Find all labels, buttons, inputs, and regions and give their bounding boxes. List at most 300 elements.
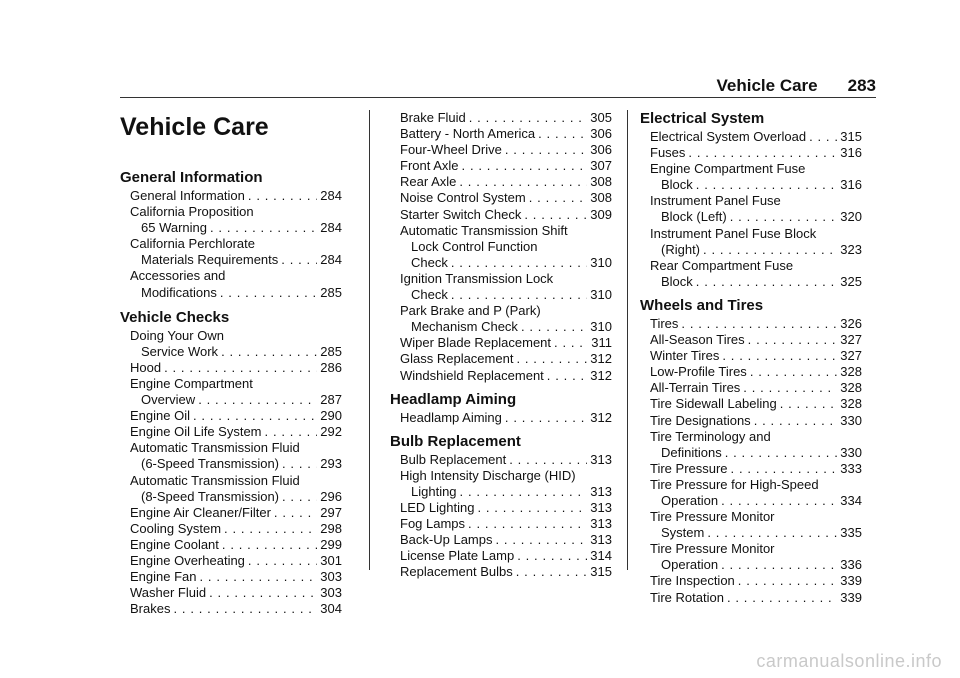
toc-entry-title: Hood (130, 359, 162, 375)
toc-entry-title: 65 Warning (141, 220, 207, 236)
toc-entry-title: Noise Control System (400, 190, 526, 206)
toc-page-number: 309 (590, 206, 612, 222)
running-header-page-number: 283 (847, 76, 876, 95)
toc-page-number: 303 (320, 569, 342, 585)
column-divider (627, 110, 628, 570)
toc-page-number: 287 (320, 392, 342, 408)
chapter-title: Vehicle Care (120, 113, 269, 141)
toc-page-number: 284 (320, 188, 342, 203)
toc-entry-title: LED Lighting (400, 499, 475, 515)
toc-entry[interactable] (640, 396, 862, 412)
toc-entry-title: Washer Fluid (130, 585, 207, 601)
toc-entry-title: Accessories and (130, 268, 226, 284)
toc-entry[interactable] (640, 348, 862, 364)
toc-entry[interactable] (390, 368, 612, 384)
toc-page-number: 308 (590, 190, 612, 206)
toc-page-number: 330 (840, 444, 862, 460)
toc-entry-title: Mechanism Check (411, 319, 518, 335)
column-divider (369, 110, 370, 570)
toc-entry-line (650, 274, 862, 290)
toc-entry-line (130, 285, 342, 301)
toc-entry[interactable] (390, 564, 612, 580)
toc-page-number: 313 (590, 499, 612, 515)
toc-entry-title: Engine Oil Life System (130, 424, 262, 440)
toc-entry-line (130, 376, 342, 392)
toc-entry-line (130, 204, 342, 220)
toc-entry[interactable] (390, 468, 612, 500)
toc-entry-title: License Plate Lamp (400, 548, 515, 564)
toc-entry-line (400, 110, 612, 126)
toc-entry-title: Tires (650, 315, 679, 331)
dot-leader (529, 190, 588, 206)
toc-entry-title: Tire Pressure Monitor (650, 509, 775, 525)
toc-entry[interactable] (390, 351, 612, 367)
toc-entry-title: Battery - North America (400, 126, 536, 142)
toc-entry[interactable] (390, 142, 612, 158)
dot-leader (516, 351, 587, 367)
dot-leader (209, 585, 317, 601)
toc-entry-title: Brakes (130, 601, 171, 617)
toc-column-body (390, 110, 612, 580)
toc-entry-line (650, 129, 862, 145)
toc-entry-line (650, 242, 862, 258)
toc-page-number: 312 (590, 409, 612, 425)
toc-entry[interactable] (120, 537, 342, 553)
toc-entry-line (130, 489, 342, 505)
toc-entry-title: Rear Axle (400, 174, 457, 190)
toc-entry-line (400, 271, 612, 287)
toc-entry[interactable] (120, 236, 342, 268)
toc-entry-title: High Intensity Discharge (HID) (400, 467, 576, 483)
toc-entry-title: Low-Profile Tires (650, 364, 747, 380)
toc-entry-title: Tire Inspection (650, 573, 735, 589)
toc-entry-line (400, 516, 612, 532)
toc-entry-line (650, 413, 862, 429)
toc-entry-line (650, 573, 862, 589)
toc-entry[interactable] (640, 573, 862, 589)
toc-entry[interactable] (640, 145, 862, 161)
toc-entry[interactable] (640, 193, 862, 225)
toc-entry[interactable] (390, 110, 612, 126)
toc-entry[interactable] (120, 440, 342, 472)
toc-entry-title: Replacement Bulbs (400, 564, 513, 580)
toc-entry-line (400, 207, 612, 223)
toc-page-number: 308 (590, 174, 612, 190)
toc-entry-title: Operation (661, 557, 719, 573)
toc-entry[interactable] (640, 509, 862, 541)
toc-entry-line (650, 332, 862, 348)
dot-leader (265, 424, 318, 440)
toc-entry-line (650, 541, 862, 557)
toc-entry[interactable] (640, 413, 862, 429)
toc-entry-line (130, 521, 342, 537)
dot-leader (495, 532, 587, 548)
toc-entry-title: Operation (661, 492, 719, 508)
dot-leader (696, 274, 838, 290)
dot-leader (721, 557, 837, 573)
dot-leader (282, 489, 317, 505)
toc-entry-line (130, 268, 342, 284)
dot-leader (210, 220, 317, 236)
toc-page-number: 314 (590, 548, 612, 564)
toc-entry-title: Engine Fan (130, 569, 197, 585)
toc-entry-title: Tire Sidewall Labeling (650, 396, 777, 412)
toc-entry-title: Winter Tires (650, 348, 720, 364)
header-rule (120, 97, 876, 98)
dot-leader (451, 255, 587, 271)
toc-entry[interactable] (120, 204, 342, 236)
toc-entry-title: Rear Compartment Fuse (650, 257, 794, 273)
toc-entry[interactable] (120, 360, 342, 376)
toc-page-number: 297 (320, 504, 342, 520)
toc-entry-title: Cooling System (130, 520, 222, 536)
dot-leader (282, 456, 317, 472)
toc-entry-line (400, 174, 612, 190)
dot-leader (468, 516, 587, 532)
toc-entry[interactable] (120, 376, 342, 408)
toc-entry-title: Tire Terminology and (650, 428, 771, 444)
toc-page-number: 296 (320, 488, 342, 504)
toc-entry-line (130, 537, 342, 553)
toc-page-number: 313 (590, 451, 612, 467)
dot-leader (505, 410, 587, 426)
toc-entry-line (400, 303, 612, 319)
toc-entry[interactable] (390, 271, 612, 303)
toc-entry-title: Headlamp Aiming (400, 409, 502, 425)
toc-page-number: 311 (591, 335, 612, 351)
dot-leader (725, 445, 838, 461)
toc-page-number: 312 (590, 351, 612, 367)
dot-leader (738, 573, 838, 589)
toc-entry-line (400, 548, 612, 564)
toc-entry[interactable] (390, 516, 612, 532)
dot-leader (173, 601, 317, 617)
toc-entry[interactable] (120, 601, 342, 617)
toc-entry-line (400, 255, 612, 271)
dot-leader (451, 287, 587, 303)
toc-page-number: 285 (320, 284, 342, 300)
dot-leader (727, 590, 837, 606)
toc-entry-title: All-Season Tires (650, 332, 745, 348)
toc-entry-title: General Information (130, 188, 245, 203)
toc-entry-line (130, 236, 342, 252)
toc-page-number: 312 (590, 367, 612, 383)
toc-entry[interactable] (640, 316, 862, 332)
toc-page-number: 316 (840, 177, 862, 193)
toc-entry-line (400, 126, 612, 142)
toc-page-number: 290 (320, 408, 342, 424)
toc-entry-title: Doing Your Own (130, 327, 224, 343)
dot-leader (750, 364, 837, 380)
toc-page-number: 328 (840, 380, 862, 396)
toc-page-number: 334 (840, 492, 862, 508)
toc-entry-title: Windshield Replacement (400, 367, 544, 383)
toc-entry-title: Engine Compartment (130, 375, 253, 391)
toc-entry-title: California Perchlorate (130, 236, 256, 252)
toc-page-number: 298 (320, 520, 342, 536)
toc-entry-line (400, 351, 612, 367)
toc-page-number: 327 (840, 332, 862, 348)
dot-leader (703, 242, 837, 258)
toc-entry-line (400, 158, 612, 174)
toc-entry-line (130, 553, 342, 569)
toc-page-number: 315 (840, 129, 862, 144)
toc-entry-line (650, 258, 862, 274)
dot-leader (200, 569, 318, 585)
toc-entry-title: Definitions (661, 444, 722, 460)
toc-entry-line (130, 456, 342, 472)
toc-entry-line (400, 239, 612, 255)
toc-page-number: 320 (840, 209, 862, 225)
toc-entry-line (400, 223, 612, 239)
toc-entry[interactable] (390, 410, 612, 426)
toc-entry[interactable] (640, 332, 862, 348)
toc-entry-line (130, 440, 342, 456)
dot-leader (477, 500, 587, 516)
toc-entry-title: Engine Air Cleaner/Filter (130, 504, 271, 520)
dot-leader (748, 332, 838, 348)
toc-entry-title: (8-Speed Transmission) (141, 488, 279, 504)
toc-entry[interactable] (390, 532, 612, 548)
toc-page-number: 339 (840, 589, 862, 605)
toc-page-number: 310 (590, 319, 612, 335)
toc-column-3 (640, 110, 862, 606)
toc-entry[interactable] (390, 452, 612, 468)
toc-page-number: 285 (320, 343, 342, 359)
dot-leader (780, 396, 838, 412)
toc-entry[interactable] (120, 188, 342, 204)
dot-leader (688, 145, 837, 161)
toc-entry[interactable] (390, 548, 612, 564)
toc-entry[interactable] (640, 161, 862, 193)
toc-entry-line (650, 364, 862, 380)
toc-page-number: 310 (590, 254, 612, 270)
toc-entry-line (650, 193, 862, 209)
toc-entry[interactable] (120, 408, 342, 424)
toc-page-number: 315 (590, 564, 612, 580)
toc-entry-line (650, 380, 862, 396)
toc-entry-line (650, 316, 862, 332)
toc-entry-line (650, 429, 862, 445)
toc-entry-title: Lighting (411, 483, 457, 499)
toc-page-number: 301 (320, 552, 342, 568)
toc-entry-title: Materials Requirements (141, 252, 279, 268)
toc-entry-line (130, 505, 342, 521)
toc-entry-title: Tire Rotation (650, 589, 724, 605)
toc-entry-line (400, 500, 612, 516)
toc-column-body (120, 169, 342, 617)
toc-entry-title: Check (411, 287, 448, 303)
toc-entry[interactable] (390, 158, 612, 174)
toc-entry[interactable] (120, 473, 342, 505)
toc-entry[interactable] (640, 258, 862, 290)
toc-entry[interactable] (640, 541, 862, 573)
dot-leader (516, 564, 588, 580)
toc-entry-line (650, 226, 862, 242)
dot-leader (248, 188, 317, 204)
toc-entry-line (400, 335, 612, 351)
toc-entry[interactable] (120, 268, 342, 300)
toc-entry-title: Glass Replacement (400, 351, 514, 367)
toc-entry-title: Tire Pressure for High-Speed (650, 476, 819, 492)
dot-leader (509, 452, 587, 468)
toc-entry-line (130, 392, 342, 408)
dot-leader (809, 129, 837, 145)
toc-page-number: 293 (320, 456, 342, 472)
toc-page-number: 313 (590, 483, 612, 499)
toc-entry[interactable] (120, 569, 342, 585)
toc-entry[interactable] (640, 226, 862, 258)
toc-entry[interactable] (640, 380, 862, 396)
toc-entry-line (400, 532, 612, 548)
toc-entry-line (130, 188, 342, 204)
toc-entry-line (130, 601, 342, 617)
toc-entry-title: Instrument Panel Fuse Block (650, 225, 817, 241)
toc-entry-line (650, 525, 862, 541)
toc-entry-line (650, 348, 862, 364)
toc-entry-line (130, 473, 342, 489)
toc-entry[interactable] (390, 207, 612, 223)
toc-entry[interactable] (390, 190, 612, 206)
toc-entry-title: System (661, 525, 705, 541)
dot-leader (505, 142, 587, 158)
toc-entry-title: Block (661, 273, 693, 289)
toc-entry-line (650, 590, 862, 606)
dot-leader (730, 209, 838, 225)
toc-page-number: 299 (320, 536, 342, 552)
dot-leader (681, 316, 837, 332)
toc-entry[interactable] (390, 335, 612, 351)
toc-entry-title: Park Brake and P (Park) (400, 303, 541, 319)
toc-entry[interactable] (120, 505, 342, 521)
toc-entry[interactable] (640, 590, 862, 606)
toc-entry[interactable] (120, 328, 342, 360)
toc-entry-line (650, 461, 862, 477)
watermark: carmanualsonline.info (756, 651, 942, 671)
toc-entry[interactable] (390, 174, 612, 190)
toc-entry-line (130, 408, 342, 424)
toc-entry-line (400, 287, 612, 303)
toc-entry-title: Wiper Blade Replacement (400, 335, 552, 351)
toc-page-number: 305 (590, 110, 612, 125)
toc-entry-title: California Proposition (130, 204, 254, 220)
toc-entry-title: Engine Oil (130, 408, 190, 424)
section-heading: Wheels and Tires (640, 296, 764, 314)
toc-entry-title: Instrument Panel Fuse (650, 193, 781, 209)
toc-entry-line (130, 252, 342, 268)
toc-entry-line (400, 452, 612, 468)
toc-entry-title: Tire Designations (650, 412, 751, 428)
toc-page-number: 306 (590, 126, 612, 142)
toc-entry-title: Electrical System Overload (650, 129, 807, 144)
section-heading: Electrical System (640, 110, 765, 127)
toc-entry[interactable] (640, 129, 862, 145)
section-heading: General Information (120, 169, 263, 186)
dot-leader (538, 126, 587, 142)
toc-entry-title: Four-Wheel Drive (400, 142, 502, 158)
toc-entry-title: Tire Pressure Monitor (650, 541, 775, 557)
section-heading: Bulb Replacement (390, 432, 521, 450)
toc-entry[interactable] (640, 429, 862, 461)
toc-entry-title: All-Terrain Tires (650, 380, 741, 396)
toc-entry-line (650, 161, 862, 177)
toc-entry-line (400, 319, 612, 335)
dot-leader (521, 319, 587, 335)
dot-leader (743, 380, 837, 396)
toc-entry[interactable] (120, 585, 342, 601)
toc-entry-line (400, 368, 612, 384)
toc-entry[interactable] (640, 477, 862, 509)
toc-page-number: 286 (320, 359, 342, 375)
toc-entry[interactable] (640, 461, 862, 477)
dot-leader (707, 525, 837, 541)
toc-entry[interactable] (390, 303, 612, 335)
toc-page-number: 326 (840, 315, 862, 331)
toc-entry-title: Fog Lamps (400, 516, 466, 532)
toc-entry[interactable] (120, 521, 342, 537)
toc-entry-title: (6-Speed Transmission) (141, 456, 279, 472)
toc-page-number: 333 (840, 460, 862, 476)
toc-entry[interactable] (390, 126, 612, 142)
toc-entry-title: Modifications (141, 284, 217, 300)
toc-entry-title: Brake Fluid (400, 110, 466, 125)
toc-entry[interactable] (120, 553, 342, 569)
toc-page-number: 327 (840, 348, 862, 364)
toc-entry-line (400, 190, 612, 206)
toc-entry[interactable] (390, 500, 612, 516)
toc-entry-title: Back-Up Lamps (400, 532, 493, 548)
toc-page-number: 284 (320, 220, 342, 236)
toc-entry-line (130, 220, 342, 236)
dot-leader (198, 392, 317, 408)
toc-page-number: 304 (320, 601, 342, 617)
toc-entry-line (400, 468, 612, 484)
dot-leader (754, 413, 838, 429)
dot-leader (462, 158, 588, 174)
toc-entry-line (400, 564, 612, 580)
toc-entry-title: Check (411, 254, 448, 270)
dot-leader (547, 368, 588, 384)
toc-entry-title: Block (661, 177, 693, 193)
toc-entry-title: Front Axle (400, 158, 459, 174)
toc-entry-line (650, 493, 862, 509)
toc-entry-title: Bulb Replacement (400, 451, 507, 467)
dot-leader (222, 537, 317, 553)
toc-entry-line (650, 445, 862, 461)
toc-page-number: 335 (840, 525, 862, 541)
toc-column-1 (120, 110, 342, 617)
toc-page-number: 328 (840, 396, 862, 412)
toc-entry-line (400, 410, 612, 426)
toc-entry-line (130, 344, 342, 360)
toc-entry[interactable] (640, 364, 862, 380)
toc-entry-title: Engine Overheating (130, 552, 245, 568)
toc-page-number: 330 (840, 412, 862, 428)
toc-page-number: 292 (320, 424, 342, 440)
section-heading: Vehicle Checks (120, 308, 230, 326)
dot-leader (696, 177, 838, 193)
toc-entry[interactable] (390, 223, 612, 271)
running-header (717, 76, 877, 96)
dot-leader (469, 110, 588, 126)
toc-column-2 (390, 110, 612, 580)
toc-page-number: 303 (320, 585, 342, 601)
toc-entry[interactable] (120, 424, 342, 440)
toc-entry-title: Ignition Transmission Lock (400, 270, 554, 286)
toc-page-number: 313 (590, 532, 612, 548)
dot-leader (721, 493, 837, 509)
toc-entry-line (650, 477, 862, 493)
